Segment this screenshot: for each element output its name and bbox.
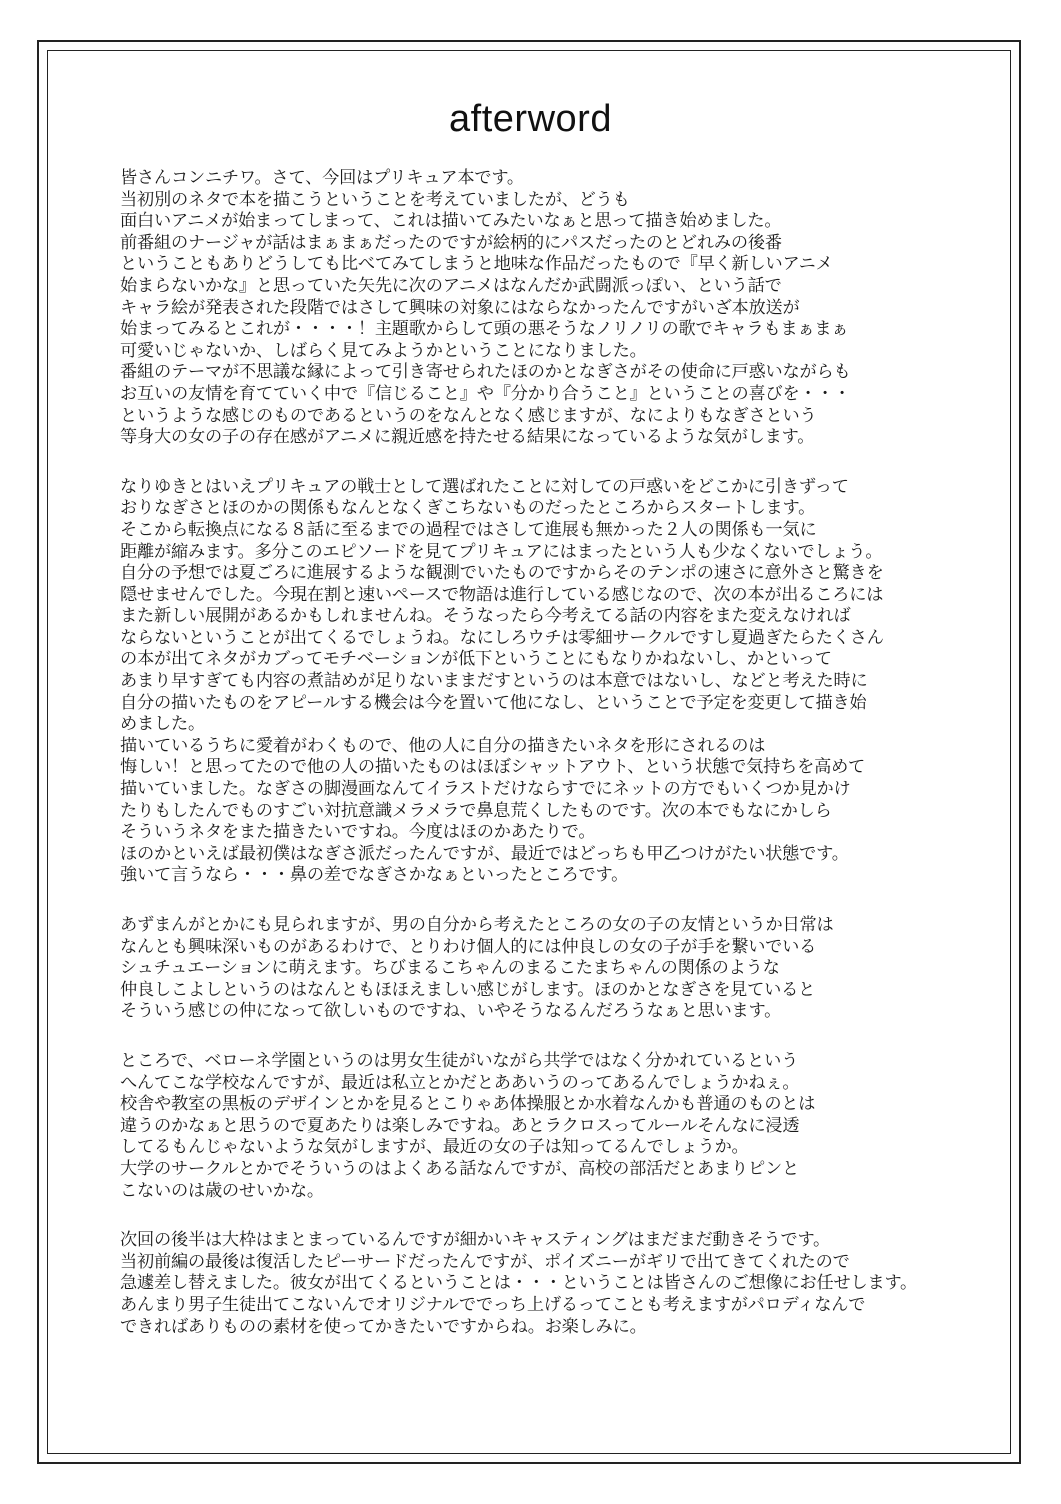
text-line: こないのは歳のせいかな。 (120, 1180, 324, 1201)
text-line: そういうネタをまた描きたいですね。今度はほのかあたりで。 (120, 822, 596, 843)
paragraph (120, 915, 980, 1023)
text-line: 等身大の女の子の存在感がアニメに親近感を持たせる結果になっているような気がします。 (120, 427, 815, 448)
text-line: 始まってみるとこれが・・・・！主題歌からして頭の悪そうなノリノリの歌でキャラもまぁまぁ (120, 319, 849, 340)
text-line: たりもしたんでものすごい対抗意識メラメラで鼻息荒くしたものです。次の本でもなにかしら (120, 800, 832, 821)
text-line: へんてこな学校なんですが、最近は私立とかだとああいうのってあるんでしょうかねぇ。 (120, 1072, 800, 1093)
text-line: また新しい展開があるかもしれませんね。そうなったら今考えてる話の内容をまた変えなければ (120, 606, 851, 627)
text-line: の本が出てネタがカブってモチベーションが低下ということにもなりかねないし、かといって (120, 649, 832, 670)
text-line: 仲良しこよしというのはなんともほほえましい感じがします。ほのかとなぎさを見ていると (120, 979, 816, 1000)
text-line: ところで、ベローネ学園というのは男女生徒がいながら共学ではなく分かれているという (120, 1050, 799, 1071)
text-line: お互いの友情を育てていく中で『信じること』や『分かり合うこと』ということの喜びを・・・ (120, 383, 851, 404)
paragraph (120, 168, 980, 449)
afterword-body (120, 168, 980, 1366)
text-line: 大学のサークルとかでそういうのはよくある話なんですが、高校の部活だとあまりピンと (120, 1158, 799, 1179)
text-line: 当初別のネタで本を描こうということを考えていましたが、どうも (120, 189, 630, 210)
text-line: ということもありどうしても比べてみてしまうと地味な作品だったもので『早く新しいアニメ (120, 254, 833, 275)
text-line: 距離が縮みます。多分このエピソードを見てプリキュアにはまったという人も少なくないでしょう。 (120, 541, 883, 562)
text-line: 当初前編の最後は復活したピーサードだったんですが、ポイズニーがギリで出てきてくれたので (120, 1251, 850, 1272)
text-line: 強いて言うなら・・・鼻の差でなぎさかなぁといったところです。 (120, 865, 629, 886)
text-line: 番組のテーマが不思議な縁によって引き寄せられたほのかとなぎさがその使命に戸惑いながらも (120, 362, 851, 383)
text-line: おりなぎさとほのかの関係もなんとなくぎこちないものだったところからスタートします。 (120, 498, 816, 519)
text-line: 描いていました。なぎさの脚漫画なんてイラストだけならすでにネットの方でもいくつか見かけ (120, 779, 851, 800)
text-line: してるもんじゃないような気がしますが、最近の女の子は知ってるんでしょうか。 (120, 1137, 749, 1158)
text-line: 自分の予想では夏ごろに進展するような観測でいたものですからそのテンポの速さに意外さと驚きを (120, 563, 884, 584)
text-line: あんまり男子生徒出てこないんでオリジナルででっち上げるってことも考えますがパロディなんで (120, 1294, 866, 1315)
text-line: 始まらないかな』と思っていた矢先に次のアニメはなんだか武闘派っぽい、という話で (120, 275, 782, 296)
text-line: 自分の描いたものをアピールする機会は今を置いて他になし、ということで予定を変更して描き始 (120, 692, 867, 713)
paragraph (120, 477, 980, 887)
text-line: 校舎や教室の黒板のデザインとかを見るとこりゃあ体操服とか水着なんかも普通のものとは (120, 1094, 816, 1115)
text-line: そこから転換点になる８話に至るまでの過程ではさして進展も無かった２人の関係も一気に (120, 519, 817, 540)
text-line: ほのかといえば最初僕はなぎさ派だったんですが、最近ではどっちも甲乙つけがたい状態です。 (120, 843, 849, 864)
text-line: 悔しい！と思ってたので他の人の描いたものはほぼシャットアウト、という状態で気持ちを高めて (120, 757, 866, 778)
paragraph (120, 1230, 980, 1338)
text-line: 前番組のナージャが話はまぁまぁだったのですが絵柄的にパスだったのとどれみの後番 (120, 232, 782, 253)
text-line: 可愛いじゃないか、しばらく見てみようかということになりました。 (120, 340, 647, 361)
text-line: 違うのかなぁと思うので夏あたりは楽しみですね。あとラクロスってルールそんなに浸透 (120, 1115, 800, 1136)
text-line: シュチュエーションに萌えます。ちびまるこちゃんのまるこたまちゃんの関係のような (120, 958, 780, 979)
text-line: できればありものの素材を使ってかきたいですからね。お楽しみに。 (120, 1316, 647, 1337)
text-line: なりゆきとはいえプリキュアの戦士として選ばれたことに対しての戸惑いをどこかに引きずって (120, 476, 849, 497)
text-line: ならないということが出てくるでしょうね。なにしろウチは零細サークルですし夏過ぎたらたくさん (120, 627, 884, 648)
text-line: キャラ絵が発表された段階ではさして興味の対象にはならなかったんですがいざ本放送が (120, 297, 800, 318)
text-line: 隠せませんでした。今現在割と速いペースで物語は進行している感じなので、次の本が出るころには (120, 584, 884, 605)
text-line: 次回の後半は大枠はまとまっているんですが細かいキャスティングはまだまだ動きそうです。 (120, 1230, 831, 1251)
text-line: というような感じのものであるというのをなんとなく感じますが、なによりもなぎさという (120, 405, 817, 426)
paragraph (120, 1051, 980, 1202)
text-line: なんとも興味深いものがあるわけで、とりわけ個人的には仲良しの女の子が手を繋いでいる (120, 936, 817, 957)
text-line: 描いているうちに愛着がわくもので、他の人に自分の描きたいネタを形にされるのは (120, 735, 766, 756)
text-line: あまり早すぎても内容の煮詰めが足りないままだすというのは本意ではないし、などと考えた時に (120, 671, 868, 692)
text-line: 面白いアニメが始まってしまって、これは描いてみたいなぁと思って描き始めました。 (120, 211, 782, 232)
text-line: 急遽差し替えました。彼女が出てくるということは・・・ということは皆さんのご想像にお任せします。 (120, 1273, 918, 1294)
text-line: めました。 (120, 714, 205, 735)
text-line: 皆さんコンニチワ。さて、今回はプリキュア本です。 (120, 168, 524, 188)
text-line: そういう感じの仲になって欲しいものですね、いやそうなるんだろうなぁと思います。 (120, 1001, 782, 1022)
page-title: afterword (449, 98, 612, 140)
text-line: あずまんがとかにも見られますが、男の自分から考えたところの女の子の友情というか日常は (120, 915, 834, 935)
